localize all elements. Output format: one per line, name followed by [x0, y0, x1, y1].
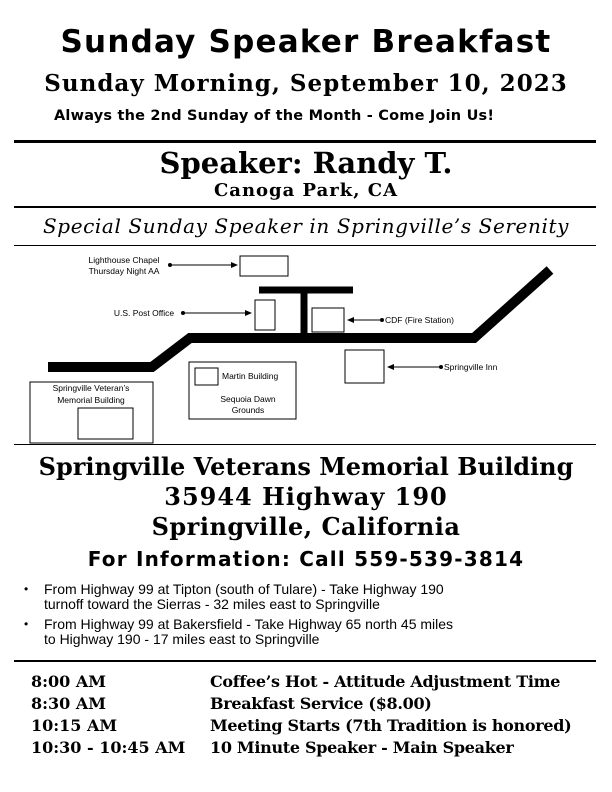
speaker-name: Speaker: Randy T. — [159, 146, 453, 180]
bullet-icon: • — [24, 617, 29, 631]
schedule-desc: 10 Minute Speaker - Main Speaker — [210, 738, 514, 757]
venue-address: 35944 Highway 190 — [164, 482, 448, 511]
schedule-time: 10:15 AM — [31, 716, 118, 735]
lighthouse-pointer-arrowhead — [231, 262, 238, 268]
info-phone-line: For Information: Call 559-539-3814 — [87, 547, 525, 571]
schedule-row — [0, 672, 612, 692]
map-label-springville-inn: Springville Inn — [444, 362, 498, 372]
direction-line: From Highway 99 at Bakersfield - Take Highway 65 north 45 miles — [44, 616, 454, 632]
direction-line: to Highway 190 - 17 miles east to Springville — [44, 631, 320, 647]
direction-item — [24, 617, 594, 647]
speaker-location: Canoga Park, CA — [213, 180, 399, 201]
map-label-sequoia-1: Sequoia Dawn — [220, 394, 276, 404]
schedule-time: 10:30 - 10:45 AM — [31, 738, 186, 757]
map-label-post-office: U.S. Post Office — [113, 308, 175, 318]
direction-line: turnoff toward the Sierras - 32 miles east to Springville — [44, 596, 380, 612]
bullet-icon: • — [24, 582, 29, 596]
post-office-pointer-arrowhead — [245, 310, 252, 316]
springville-inn-building — [345, 350, 384, 383]
direction-item — [24, 582, 594, 612]
map-label-lighthouse-2: Thursday Night AA — [88, 266, 160, 276]
post-office-building — [255, 300, 275, 330]
divider-top — [14, 140, 596, 143]
venue-city: Springville, California — [151, 512, 461, 541]
map-label-martin: Martin Building — [222, 371, 279, 381]
divider-schedule — [14, 660, 596, 662]
tagline: Always the 2nd Sunday of the Month - Come Join Us! — [54, 108, 495, 124]
schedule-time: 8:30 AM — [31, 694, 106, 713]
schedule-desc: Breakfast Service ($8.00) — [210, 694, 432, 713]
location-map — [0, 246, 612, 446]
direction-line: From Highway 99 at Tipton (south of Tulare) - Take Highway 190 — [44, 581, 444, 597]
martin-building — [195, 368, 218, 385]
schedule-desc: Meeting Starts (7th Tradition is honored) — [210, 716, 572, 735]
special-line: Special Sunday Speaker in Springville’s Serenity — [42, 214, 570, 238]
map-label-lighthouse-1: Lighthouse Chapel — [88, 255, 160, 265]
schedule-desc: Coffee’s Hot - Attitude Adjustment Time — [210, 672, 561, 691]
schedule-row — [0, 694, 612, 714]
map-label-sequoia-2: Grounds — [231, 405, 265, 415]
fire-station-building — [312, 308, 344, 332]
divider-speaker — [14, 206, 596, 208]
lighthouse-chapel-building — [240, 256, 288, 276]
inn-pointer-arrowhead — [387, 364, 394, 370]
event-date: Sunday Morning, September 10, 2023 — [44, 70, 568, 97]
cdf-pointer-arrowhead — [347, 317, 354, 323]
map-label-cdf: CDF (Fire Station) — [385, 315, 454, 325]
map-label-veterans-1: Springville Veteran’s — [52, 383, 130, 393]
schedule-row — [0, 716, 612, 736]
veterans-building — [78, 408, 133, 439]
highway-190-road — [48, 270, 550, 367]
flyer-title: Sunday Speaker Breakfast — [60, 24, 552, 60]
venue-name: Springville Veterans Memorial Building — [38, 452, 574, 481]
schedule-time: 8:00 AM — [31, 672, 106, 691]
divider-map-bottom — [14, 444, 596, 445]
map-label-veterans-2: Memorial Building — [57, 395, 125, 405]
schedule-row — [0, 738, 612, 758]
